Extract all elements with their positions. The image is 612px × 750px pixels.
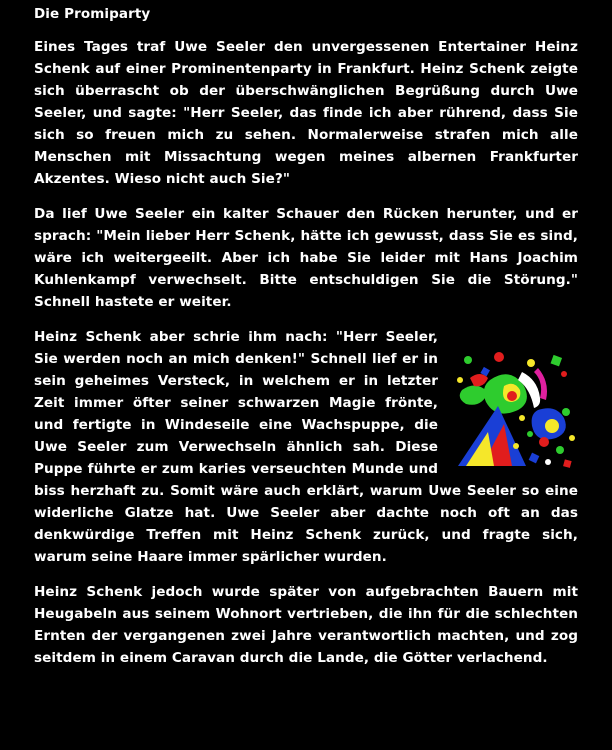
paragraph-3: Heinz Schenk aber schrie ihm nach: "Herr Seeler, Sie werden noch an mich denken!" Schnell lief er in sein geheimes Versteck, in welchem er in letzter Zeit immer öfter seiner schwarzen Magie frönte, und fertigte in Windeseile eine Wachspuppe, die Uwe Seeler zum Verwechseln ähnlich sah. Diese Puppe führte er zum karies verseuchten Munde und biss herzhaft zu. Somit wäre auch erklärt, warum Uwe Seeler so eine widerliche Glatze hat. Uwe Seeler aber dachte noch oft an das denkwürdige Treffen mit Heinz Schenk zurück, und fragte sich, warum seine Haare immer spärlicher wurden. — [34, 329, 578, 566]
paragraph-2: Da lief Uwe Seeler ein kalter Schauer den Rücken herunter, und er sprach: "Mein lieber Herr Schenk, hätte ich gewusst, dass Sie es sind, wäre ich weitergeeilt. Aber ich habe Sie leider mit Hans Joachim Kuhlenkampf verwechselt. Bitte entschuldigen Sie die Störung." Schnell hastete er weiter. — [34, 206, 578, 311]
party-confetti-illustration — [452, 350, 578, 472]
illustration-canvas — [452, 350, 578, 472]
page-title: Die Promiparty — [34, 6, 151, 22]
paragraph-4: Heinz Schenk jedoch wurde später von aufgebrachten Bauern mit Heugabeln aus seinem Wohnort vertrieben, die ihn für die schlechten Ernten der vergangenen zwei Jahre verantwortlich machten, und zog seitdem in einem Caravan durch die Lande, die Götter verlachend. — [34, 584, 578, 667]
paragraph-1: Eines Tages traf Uwe Seeler den unvergessenen Entertainer Heinz Schenk auf einer Prominentenparty in Frankfurt. Heinz Schenk zeigte sich überrascht ob der überschwänglichen Begrüßung durch Uwe Seeler, und sagte: "Herr Seeler, das finde ich aber rührend, dass Sie sich so freuen mich zu sehen. Normalerweise strafen mich alle Menschen mit Missachtung wegen meines albernen Frankfurter Akzentes. Wieso nicht auch Sie?" — [34, 39, 578, 188]
paragraph-3-with-image — [34, 326, 578, 568]
confetti-svg — [452, 350, 578, 472]
